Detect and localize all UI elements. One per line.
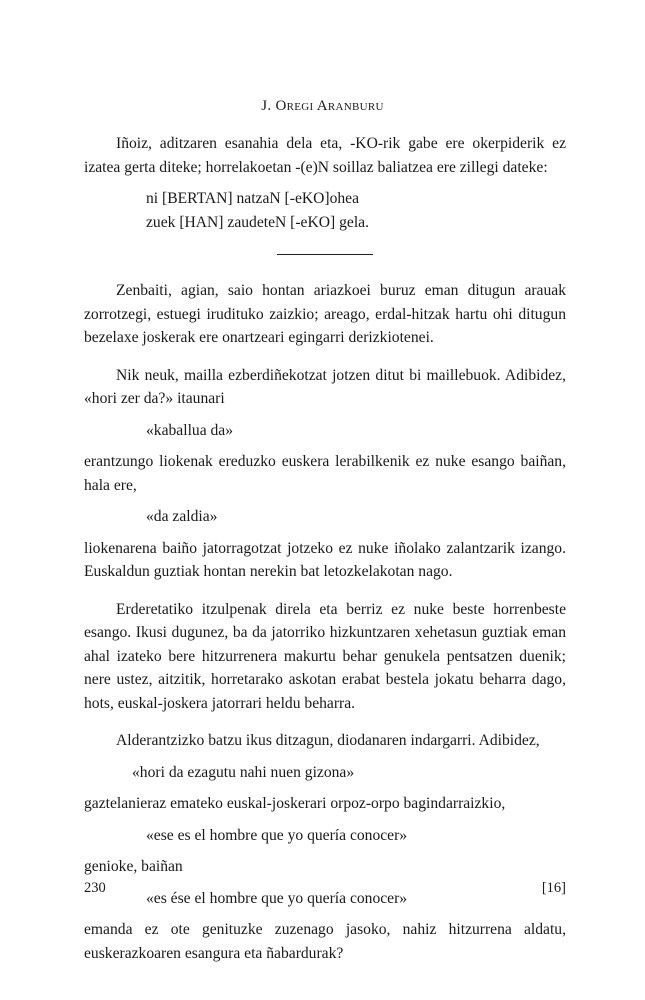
paragraph-9: genioke, baiñan bbox=[84, 858, 183, 875]
example-5: «hori da ezagutu nahi nuen gizona» bbox=[132, 763, 355, 781]
paragraph-8: gaztelanieraz emateko euskal-joskerari orpoz-orpo bagindarraizkio, bbox=[84, 795, 506, 812]
example-1: ni [BERTAN] natzaN [-eKO]ohea bbox=[146, 190, 360, 207]
paragraph-5: liokenarena baiño jatorragotzat jotzeko ez nuke iñolako zalantzarik izango. Euskaldun guztiak hontan nerekin bat letozkelakotan nago. bbox=[84, 539, 566, 580]
page-number: 230 bbox=[84, 880, 106, 896]
paragraph-7: Alderantzizko batzu ikus ditzagun, diodanaren indargarri. Adibidez, bbox=[116, 732, 540, 749]
paragraph-4: erantzungo liokenak ereduzko euskera lerabilkenik ez nuke esango baiñan, hala ere, bbox=[84, 453, 566, 494]
section-number: [16] bbox=[541, 880, 566, 896]
example-4: «da zaldia» bbox=[146, 508, 218, 525]
paragraph-2: Zenbaiti, agian, saio hontan ariazkoei buruz eman ditugun arauak zorrotzegi, estuegi irudituko zaizkio; areago, erdal-hitzak hartu ohi ditugun bezelaxe joskerak ere onartzeari egingarri derizkiotenei. bbox=[84, 282, 566, 346]
running-header bbox=[0, 98, 645, 115]
paragraph-10: emanda ez ote genituzke zuzenago jasoko, nahiz hitzurrena aldatu, euskerazkoaren esangura eta ñabardurak? bbox=[84, 921, 566, 962]
author-surname: Oregi Aranburu bbox=[275, 98, 384, 114]
example-3: «kaballua da» bbox=[146, 421, 234, 439]
paragraph-6: Erderetatiko itzulpenak direla eta berriz ez nuke beste horrenbeste esango. Ikusi dugunez, ba da jatorriko hizkuntzaren xehetasun guztiak eman ahal izateko bere hitzurrenera makurtu behar genukela pentsatzen duenik; nere ustez, aitzitik, horretarako askotan erabat bestela jokatu beharra dago, hots, euskal-joskera jatorrari heldu beharra. bbox=[84, 600, 566, 712]
page-footer bbox=[84, 880, 566, 897]
body-text bbox=[84, 132, 566, 965]
example-2: zuek [HAN] zaudeteN [-eKO] gela. bbox=[146, 213, 369, 231]
example-6: «ese es el hombre que yo quería conocer» bbox=[146, 826, 408, 844]
paragraph-1: Iñoiz, aditzaren esanahia dela eta, -KO-rik gabe ere okerpiderik ez izatea gerta diteke; horrelakoetan -(e)N soillaz baliatzea ere zillegi dateke: bbox=[84, 135, 566, 176]
example-7: «es ése el hombre que yo quería conocer» bbox=[146, 889, 408, 907]
author-initial: J. bbox=[261, 98, 276, 114]
paragraph-3: Nik neuk, mailla ezberdiñekotzat jotzen ditut bi maillebuok. Adibidez, «hori zer da?» itaunari bbox=[84, 366, 566, 407]
